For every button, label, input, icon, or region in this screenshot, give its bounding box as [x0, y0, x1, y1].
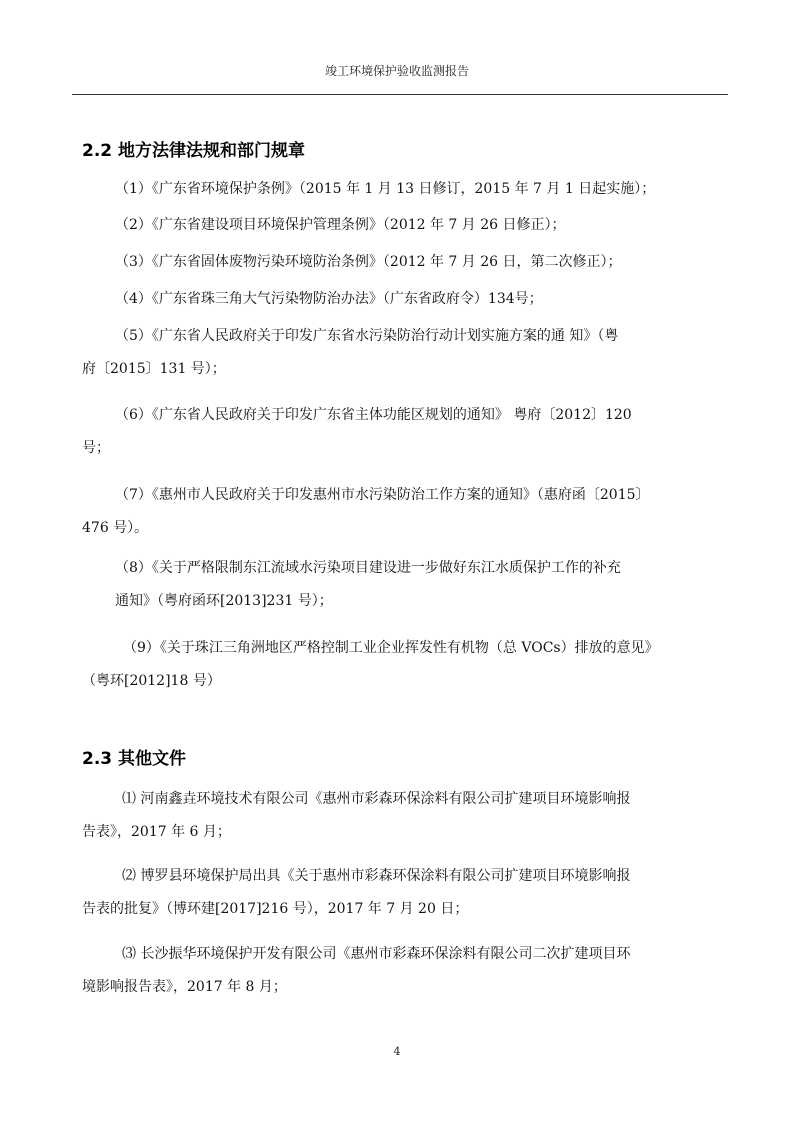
document-item-2 [82, 862, 725, 923]
page-number: 4 [393, 1045, 401, 1058]
item-text: （9）《关于珠江三角洲地区严格控制工业企业挥发性有机物（总 VOCs）排放的意见》 [123, 640, 659, 656]
regulation-item-4 [115, 285, 725, 313]
section-heading-local-regulations: 2.2 地方法律法规和部门规章 [82, 141, 306, 161]
header-divider [72, 94, 728, 95]
regulation-item-2 [115, 211, 725, 239]
item-text: （1）《广东省环境保护条例》（2015 年 1 月 13 日修订，2015 年 7 月 1 日起实施）； [115, 181, 656, 197]
item-text: （6）《广东省人民政府关于印发广东省主体功能区规划的通知》 粤府〔2012〕120 [115, 407, 632, 423]
running-header: 竣工环境保护验收监测报告 [324, 64, 469, 78]
document-item-1 [82, 785, 725, 846]
item-text-continued: 告表的批复》（博环建[2017]216 号），2017 年 7 月 20 日； [82, 901, 469, 917]
document-item-3 [82, 940, 725, 1001]
regulation-item-5 [82, 322, 725, 383]
item-text: ⑶ 长沙振华环境保护开发有限公司《惠州市彩森环保涂料有限公司二次扩建项目环 [122, 946, 631, 962]
section-heading-other-documents: 2.3 其他文件 [82, 749, 187, 769]
item-text-continued: 通知》（粤府函环[2013]231 号）； [115, 593, 333, 609]
item-text: （7）《惠州市人民政府关于印发惠州市水污染防治工作方案的通知》（惠府函〔2015〕 [115, 487, 650, 503]
regulation-item-3 [115, 248, 725, 276]
item-text-continued: 境影响报告表》，2017 年 8 月； [82, 979, 287, 995]
item-text-continued: 号； [82, 440, 110, 456]
regulation-item-1 [115, 175, 725, 203]
item-text: ⑵ 博罗县环境保护局出具《关于惠州市彩森环保涂料有限公司扩建项目环境影响报 [122, 868, 631, 884]
item-text-continued: （粤环[2012]18 号） [82, 673, 221, 689]
item-text: （3）《广东省固体废物污染环境防治条例》（2012 年 7 月 26 日，第二次修正）； [115, 254, 622, 270]
item-text: （8）《关于严格限制东江流域水污染项目建设进一步做好东江水质保护工作的补充 [115, 560, 621, 576]
item-text: （5）《广东省人民政府关于印发广东省水污染防治行动计划实施方案的通 知》（粤 [115, 328, 619, 344]
regulation-item-7 [82, 481, 725, 542]
item-text: （2）《广东省建设项目环境保护管理条例》（2012 年 7 月 26 日修正）； [115, 217, 566, 233]
regulation-item-9 [82, 634, 725, 695]
item-text: （4）《广东省珠三角大气污染物防治办法》（广东省政府令）134号； [115, 291, 543, 307]
regulation-item-6 [82, 401, 725, 462]
regulation-item-8 [115, 554, 725, 615]
item-text-continued: 476 号）。 [82, 520, 149, 536]
item-text: ⑴ 河南鑫垚环境技术有限公司《惠州市彩森环保涂料有限公司扩建项目环境影响报 [122, 791, 631, 807]
item-text-continued: 告表》，2017 年 6 月； [82, 824, 231, 840]
item-text-continued: 府〔2015〕131 号）； [82, 361, 226, 377]
